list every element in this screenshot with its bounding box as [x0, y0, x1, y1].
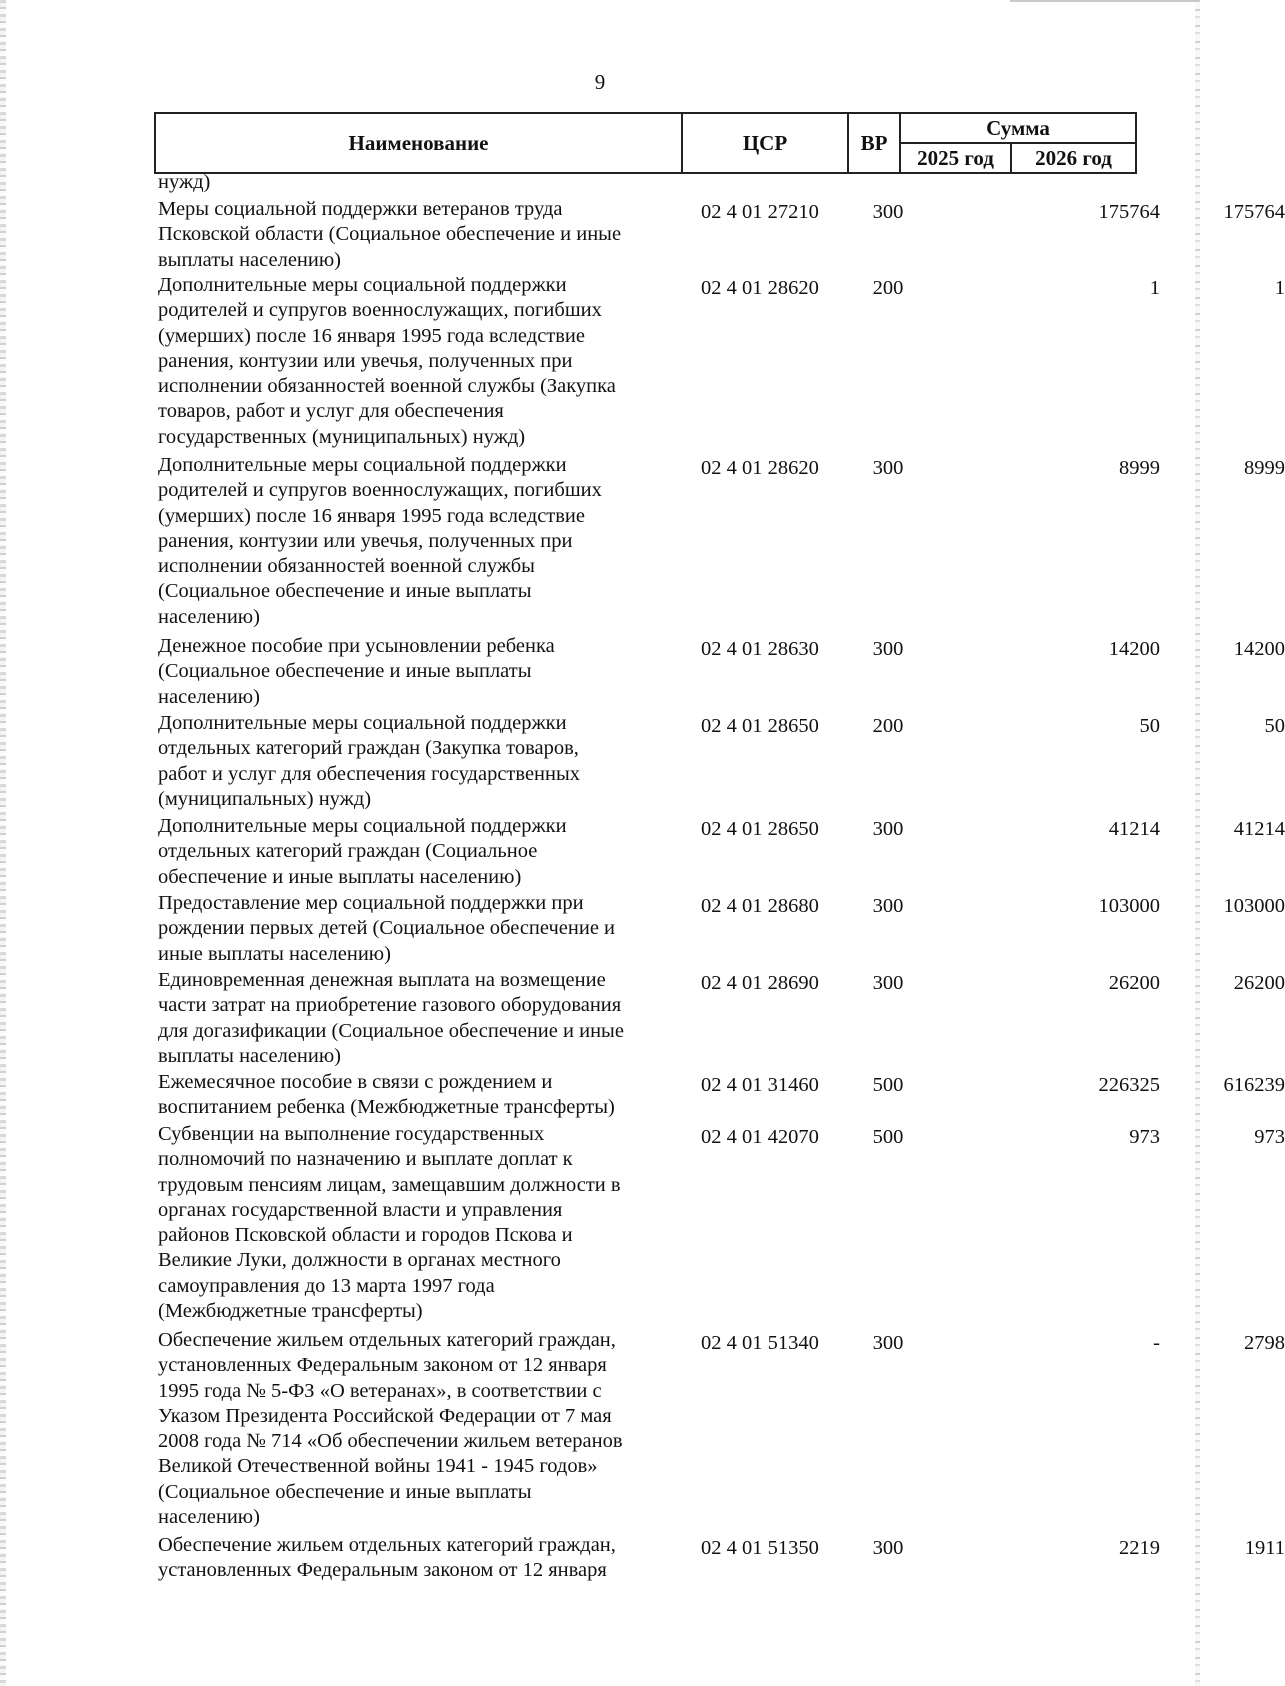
header-name: Наименование — [348, 130, 489, 155]
row-sum-2025: 103000 — [1098, 895, 1160, 917]
row-name: Дополнительные меры социальной поддержки отдельных категорий граждан (Закупка товаров, работ и услуг для обеспечения государственных (муниципальных) нужд) — [158, 712, 581, 810]
row-sum-2026: 175764 — [1223, 201, 1285, 223]
row-sum-2026: 26200 — [1233, 972, 1285, 994]
row-sum-2025: 50 — [1139, 715, 1160, 737]
row-sum-2026: 616239 — [1223, 1074, 1285, 1096]
row-vr: 200 — [872, 715, 904, 737]
row-sum-2026: 973 — [1254, 1126, 1285, 1148]
row-csr: 02 4 01 28620 — [701, 457, 819, 479]
row-csr: 02 4 01 51340 — [701, 1332, 819, 1354]
row-csr: 02 4 01 27210 — [701, 201, 819, 223]
row-vr: 500 — [872, 1126, 904, 1148]
header-2025: 2025 год — [917, 145, 994, 170]
row-name: Денежное пособие при усыновлении ребенка (Социальное обеспечение и иные выплаты населению) — [158, 635, 555, 708]
row-csr: 02 4 01 28680 — [701, 895, 819, 917]
row-csr: 02 4 01 51350 — [701, 1537, 819, 1559]
row-csr: 02 4 01 42070 — [701, 1126, 819, 1148]
scan-edge-top — [1010, 0, 1200, 2]
row-csr: 02 4 01 28620 — [701, 277, 819, 299]
row-vr: 300 — [872, 457, 904, 479]
row-csr: 02 4 01 28650 — [701, 818, 819, 840]
row-vr: 300 — [872, 818, 904, 840]
row-sum-2025: 1 — [1149, 277, 1160, 299]
header-vr: ВР — [860, 130, 888, 155]
scan-edge-left — [0, 0, 6, 1686]
row-sum-2025: 26200 — [1108, 972, 1160, 994]
page-number: 9 — [594, 70, 606, 94]
row-name: Меры социальной поддержки ветеранов труда Псковской области (Социальное обеспечение и иные выплаты населению) — [158, 198, 622, 271]
row-name: Дополнительные меры социальной поддержки родителей и супругов военнослужащих, погибших (умерших) после 16 января 1995 года вследствие ранения, контузии или увечья, полученных при исполнении обязанностей военной службы (Социальное обеспечение и иные выплаты населению) — [158, 454, 602, 628]
header-2026: 2026 год — [1035, 145, 1112, 170]
row-sum-2025: 14200 — [1108, 638, 1160, 660]
row-vr: 200 — [872, 277, 904, 299]
row-sum-2026: 103000 — [1223, 895, 1285, 917]
row-name: Дополнительные меры социальной поддержки отдельных категорий граждан (Социальное обеспечение и иные выплаты населению) — [158, 815, 567, 888]
row-vr: 500 — [872, 1074, 904, 1096]
row-sum-2025: 41214 — [1108, 818, 1160, 840]
row-sum-2026: 1911 — [1244, 1537, 1285, 1559]
row-sum-2025: - — [1153, 1332, 1160, 1354]
row-csr: 02 4 01 28690 — [701, 972, 819, 994]
row-vr: 300 — [872, 972, 904, 994]
row-sum-2026: 41214 — [1233, 818, 1285, 840]
header-sum: Сумма — [986, 115, 1050, 140]
row-name: Предоставление мер социальной поддержки при рождении первых детей (Социальное обеспечение и иные выплаты населению) — [158, 892, 616, 965]
row-vr: 300 — [872, 1537, 904, 1559]
row-csr: 02 4 01 31460 — [701, 1074, 819, 1096]
row-vr: 300 — [872, 895, 904, 917]
row-sum-2026: 14200 — [1233, 638, 1285, 660]
row-name: Субвенции на выполнение государственных полномочий по назначению и выплате доплат к трудовым пенсиям лицам, замещавшим должности в органах государственной власти и управления районов Псковской области и городов Пскова и Великие Луки, должности в органах местного самоуправления до 13 марта 1997 года (Межбюджетные трансферты) — [158, 1123, 621, 1323]
row-name: Обеспечение жильем отдельных категорий граждан, установленных Федеральным законом от 12 января — [158, 1534, 616, 1582]
table-header — [154, 112, 1137, 174]
row-name: нужд) — [158, 171, 211, 193]
row-vr: 300 — [872, 1332, 904, 1354]
row-sum-2025: 226325 — [1098, 1074, 1160, 1096]
row-sum-2026: 50 — [1264, 715, 1285, 737]
header-csr: ЦСР — [742, 130, 788, 155]
row-name: Обеспечение жильем отдельных категорий граждан, установленных Федеральным законом от 12 января 1995 года № 5-ФЗ «О ветеранах», в соответствии с Указом Президента Российской Федерации от 7 мая 2008 года № 714 «Об обеспечении жильем ветеранов Великой Отечественной войны 1941 - 1945 годов» (Социальное обеспечение и иные выплаты населению) — [158, 1329, 623, 1529]
row-sum-2025: 973 — [1129, 1126, 1160, 1148]
row-sum-2025: 175764 — [1098, 201, 1160, 223]
row-csr: 02 4 01 28650 — [701, 715, 819, 737]
scan-edge-right — [1195, 0, 1200, 1686]
row-name: Ежемесячное пособие в связи с рождением и воспитанием ребенка (Межбюджетные трансферты) — [158, 1071, 615, 1119]
row-sum-2025: 8999 — [1119, 457, 1160, 479]
row-vr: 300 — [872, 638, 904, 660]
row-vr: 300 — [872, 201, 904, 223]
row-csr: 02 4 01 28630 — [701, 638, 819, 660]
row-name: Единовременная денежная выплата на возмещение части затрат на приобретение газового оборудования для догазификации (Социальное обеспечение и иные выплаты населению) — [158, 969, 624, 1067]
row-sum-2026: 1 — [1274, 277, 1285, 299]
row-sum-2025: 2219 — [1119, 1537, 1160, 1559]
row-sum-2026: 2798 — [1244, 1332, 1285, 1354]
row-name: Дополнительные меры социальной поддержки родителей и супругов военнослужащих, погибших (умерших) после 16 января 1995 года вследствие ранения, контузии или увечья, полученных при исполнении обязанностей военной службы (Закупка товаров, работ и услуг для обеспечения государственных (муниципальных) нужд) — [158, 274, 616, 448]
row-sum-2026: 8999 — [1244, 457, 1285, 479]
